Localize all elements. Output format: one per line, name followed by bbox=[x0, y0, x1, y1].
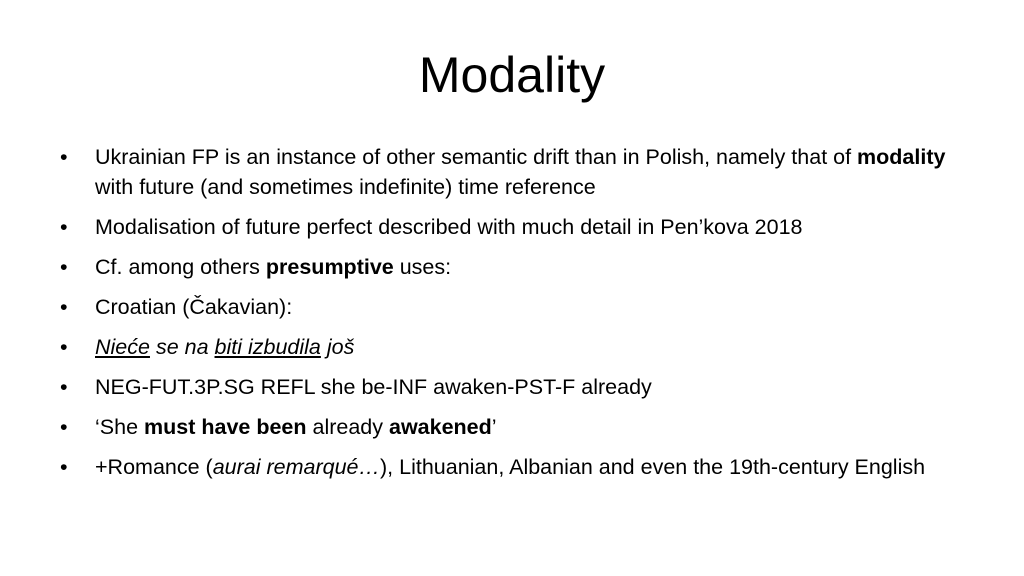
slide-title: Modality bbox=[418, 47, 606, 103]
bullet-list bbox=[60, 142, 960, 492]
bullet-item-ukrainian-fp bbox=[60, 142, 960, 202]
bullet-text: ), Lithuanian, Albanian and even the 19th-century English bbox=[380, 455, 926, 479]
example-word-underlined: Nieće bbox=[95, 335, 150, 359]
bullet-item-gloss bbox=[60, 372, 960, 402]
bullet-marker: • bbox=[60, 255, 68, 279]
bullet-text: uses: bbox=[393, 255, 452, 279]
bullet-item-modalisation bbox=[60, 212, 960, 242]
bullet-text-bold: awakened bbox=[388, 415, 492, 439]
example-word: još bbox=[326, 335, 355, 359]
bullet-text-bold: presumptive bbox=[265, 255, 394, 279]
bullet-marker: • bbox=[60, 455, 68, 479]
bullet-item-romance bbox=[60, 452, 960, 482]
bullet-item-example-sentence bbox=[60, 332, 960, 362]
bullet-text-italic: aurai remarqué… bbox=[212, 455, 381, 479]
bullet-text: already bbox=[306, 415, 389, 439]
bullet-marker: • bbox=[60, 375, 68, 399]
bullet-marker: • bbox=[60, 415, 68, 439]
bullet-text: ‘She bbox=[95, 415, 145, 439]
bullet-text: Ukrainian FP is an instance of other semantic drift than in Polish, namely that of bbox=[95, 145, 858, 169]
example-word-underlined: biti izbudila bbox=[214, 335, 321, 359]
bullet-text: +Romance ( bbox=[95, 455, 213, 479]
bullet-text: Cf. among others bbox=[95, 255, 266, 279]
bullet-text: Croatian (Čakavian): bbox=[95, 295, 293, 319]
bullet-marker: • bbox=[60, 145, 68, 169]
bullet-text: with future (and sometimes indefinite) time reference bbox=[95, 175, 596, 199]
bullet-text-bold: must have been bbox=[144, 415, 307, 439]
bullet-text: Modalisation of future perfect described with much detail in Pen’kova 2018 bbox=[95, 215, 803, 239]
bullet-text: ’ bbox=[491, 415, 497, 439]
bullet-item-translation bbox=[60, 412, 960, 442]
example-word: se na bbox=[149, 335, 215, 359]
bullet-text: NEG-FUT.3P.SG REFL she be-INF awaken-PST-F already bbox=[95, 375, 652, 399]
bullet-item-presumptive bbox=[60, 252, 960, 282]
bullet-text-bold: modality bbox=[857, 145, 946, 169]
bullet-marker: • bbox=[60, 295, 68, 319]
bullet-marker: • bbox=[60, 335, 68, 359]
bullet-item-croatian bbox=[60, 292, 960, 322]
bullet-marker: • bbox=[60, 215, 68, 239]
